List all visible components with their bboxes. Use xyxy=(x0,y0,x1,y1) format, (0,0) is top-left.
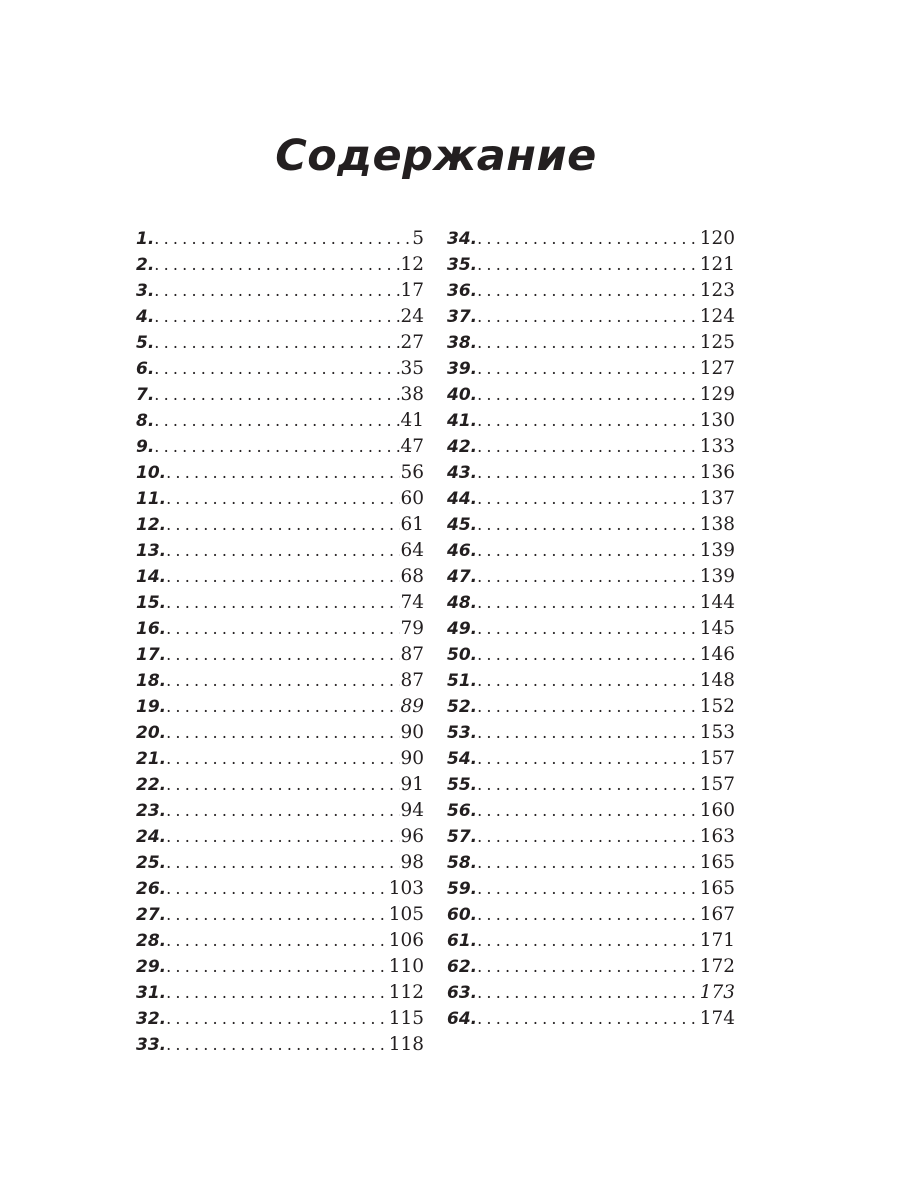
toc-entry-page: 105 xyxy=(388,904,424,925)
toc-entry-number: 54. xyxy=(447,749,478,769)
toc-dot-leader xyxy=(477,668,700,694)
toc-entry[interactable] xyxy=(136,356,424,382)
toc-entry-page: 174 xyxy=(699,1008,735,1029)
toc-entry[interactable] xyxy=(447,876,735,902)
toc-entry[interactable] xyxy=(136,746,424,772)
toc-entry-page: 106 xyxy=(388,930,424,951)
toc-entry-number: 58. xyxy=(447,853,478,873)
toc-entry[interactable] xyxy=(447,382,735,408)
toc-entry[interactable] xyxy=(447,512,735,538)
toc-entry-page: 35 xyxy=(400,358,424,379)
toc-entry[interactable] xyxy=(136,1006,424,1032)
toc-entry[interactable] xyxy=(447,928,735,954)
toc-entry[interactable] xyxy=(447,720,735,746)
toc-entry-number: 6. xyxy=(136,359,155,379)
toc-dot-leader xyxy=(477,642,700,668)
toc-dot-leader xyxy=(477,330,700,356)
toc-entry-page: 12 xyxy=(400,254,424,275)
page-title: Содержание xyxy=(275,131,597,181)
toc-entry-number: 12. xyxy=(136,515,167,535)
toc-entry-page: 87 xyxy=(400,644,424,665)
toc-entry-number: 28. xyxy=(136,931,167,951)
toc-entry-number: 43. xyxy=(447,463,478,483)
toc-entry[interactable] xyxy=(447,694,735,720)
toc-dot-leader xyxy=(166,980,389,1006)
toc-entry-number: 40. xyxy=(447,385,478,405)
toc-entry[interactable] xyxy=(136,408,424,434)
toc-entry[interactable] xyxy=(447,824,735,850)
toc-entry-number: 4. xyxy=(136,307,155,327)
toc-entry-page: 146 xyxy=(699,644,735,665)
toc-entry-page: 130 xyxy=(699,410,735,431)
toc-dot-leader xyxy=(166,590,400,616)
toc-entry[interactable] xyxy=(447,278,735,304)
toc-entry-page: 61 xyxy=(400,514,424,535)
toc-entry-page: 91 xyxy=(400,774,424,795)
toc-entry[interactable] xyxy=(447,304,735,330)
toc-entry-number: 27. xyxy=(136,905,167,925)
toc-entry[interactable] xyxy=(136,434,424,460)
toc-entry[interactable] xyxy=(447,798,735,824)
toc-entry-page: 112 xyxy=(388,982,424,1003)
toc-entry[interactable] xyxy=(447,616,735,642)
toc-entry-number: 9. xyxy=(136,437,155,457)
toc-entry-page: 121 xyxy=(699,254,735,275)
toc-entry-page: 96 xyxy=(400,826,424,847)
toc-dot-leader xyxy=(154,330,400,356)
toc-entry[interactable] xyxy=(447,746,735,772)
toc-entry-number: 64. xyxy=(447,1009,478,1029)
toc-column-right xyxy=(447,226,735,1032)
toc-entry[interactable] xyxy=(136,928,424,954)
toc-entry-number: 5. xyxy=(136,333,155,353)
toc-dot-leader xyxy=(477,564,700,590)
toc-entry[interactable] xyxy=(136,824,424,850)
toc-entry-number: 62. xyxy=(447,957,478,977)
toc-entry-page: 137 xyxy=(699,488,735,509)
toc-entry-page: 133 xyxy=(699,436,735,457)
toc-entry-page: 24 xyxy=(400,306,424,327)
toc-dot-leader xyxy=(477,876,700,902)
toc-dot-leader xyxy=(477,408,700,434)
toc-dot-leader xyxy=(477,590,700,616)
toc-dot-leader xyxy=(477,356,700,382)
toc-dot-leader xyxy=(477,902,700,928)
toc-entry-page: 115 xyxy=(388,1008,424,1029)
toc-dot-leader xyxy=(477,538,700,564)
toc-dot-leader xyxy=(477,798,700,824)
toc-entry-page: 124 xyxy=(699,306,735,327)
toc-entry-page: 165 xyxy=(699,852,735,873)
toc-entry[interactable] xyxy=(447,564,735,590)
toc-entry-page: 165 xyxy=(699,878,735,899)
toc-entry[interactable] xyxy=(136,330,424,356)
toc-entry-page: 129 xyxy=(699,384,735,405)
toc-entry[interactable] xyxy=(447,590,735,616)
toc-entry-number: 10. xyxy=(136,463,167,483)
toc-dot-leader xyxy=(166,460,400,486)
toc-dot-leader xyxy=(477,278,700,304)
toc-entry-number: 25. xyxy=(136,853,167,873)
toc-dot-leader xyxy=(477,980,700,1006)
toc-entry[interactable] xyxy=(136,252,424,278)
toc-entry-number: 63. xyxy=(447,983,478,1003)
toc-dot-leader xyxy=(166,486,400,512)
toc-entry[interactable] xyxy=(136,538,424,564)
toc-entry-number: 60. xyxy=(447,905,478,925)
toc-entry-number: 39. xyxy=(447,359,478,379)
toc-entry-number: 59. xyxy=(447,879,478,899)
toc-entry[interactable] xyxy=(136,720,424,746)
toc-entry-page: 127 xyxy=(699,358,735,379)
toc-entry-number: 36. xyxy=(447,281,478,301)
toc-entry-page: 103 xyxy=(388,878,424,899)
toc-dot-leader xyxy=(477,746,700,772)
toc-entry[interactable] xyxy=(136,954,424,980)
toc-dot-leader xyxy=(166,564,400,590)
toc-entry-page: 41 xyxy=(400,410,424,431)
toc-dot-leader xyxy=(166,824,400,850)
toc-entry-page: 74 xyxy=(400,592,424,613)
toc-entry[interactable] xyxy=(136,694,424,720)
toc-entry-page: 123 xyxy=(699,280,735,301)
toc-dot-leader xyxy=(477,1006,700,1032)
toc-entry-number: 7. xyxy=(136,385,155,405)
toc-dot-leader xyxy=(154,226,412,252)
toc-dot-leader xyxy=(477,512,700,538)
toc-entry[interactable] xyxy=(447,486,735,512)
toc-entry-page: 118 xyxy=(388,1034,424,1055)
toc-entry[interactable] xyxy=(136,226,424,252)
toc-dot-leader xyxy=(166,772,400,798)
toc-entry[interactable] xyxy=(447,356,735,382)
toc-entry-page: 138 xyxy=(699,514,735,535)
toc-entry-number: 2. xyxy=(136,255,155,275)
toc-dot-leader xyxy=(166,694,400,720)
toc-entry-page: 87 xyxy=(400,670,424,691)
toc-dot-leader xyxy=(477,720,700,746)
toc-entry-page: 17 xyxy=(400,280,424,301)
toc-entry[interactable] xyxy=(136,512,424,538)
toc-entry-page: 160 xyxy=(699,800,735,821)
toc-entry-number: 11. xyxy=(136,489,167,509)
toc-entry[interactable] xyxy=(136,1032,424,1058)
toc-entry[interactable] xyxy=(136,590,424,616)
toc-dot-leader xyxy=(477,954,700,980)
toc-entry[interactable] xyxy=(136,642,424,668)
toc-entry[interactable] xyxy=(447,902,735,928)
toc-entry[interactable] xyxy=(136,850,424,876)
toc-entry-number: 44. xyxy=(447,489,478,509)
toc-entry-number: 32. xyxy=(136,1009,167,1029)
toc-dot-leader xyxy=(154,252,400,278)
toc-entry-number: 13. xyxy=(136,541,167,561)
toc-dot-leader xyxy=(166,850,400,876)
toc-dot-leader xyxy=(154,278,400,304)
toc-entry-number: 33. xyxy=(136,1035,167,1055)
toc-entry-number: 45. xyxy=(447,515,478,535)
toc-entry[interactable] xyxy=(136,772,424,798)
toc-entry-number: 20. xyxy=(136,723,167,743)
toc-entry-page: 157 xyxy=(699,748,735,769)
toc-dot-leader xyxy=(477,226,700,252)
toc-entry-page: 38 xyxy=(400,384,424,405)
toc-entry[interactable] xyxy=(447,980,735,1006)
toc-entry[interactable] xyxy=(447,252,735,278)
toc-entry-number: 46. xyxy=(447,541,478,561)
toc-entry-number: 55. xyxy=(447,775,478,795)
toc-entry-number: 23. xyxy=(136,801,167,821)
toc-dot-leader xyxy=(477,928,700,954)
toc-entry-page: 98 xyxy=(400,852,424,873)
toc-entry[interactable] xyxy=(447,668,735,694)
toc-dot-leader xyxy=(154,304,400,330)
toc-dot-leader xyxy=(154,434,400,460)
toc-dot-leader xyxy=(166,538,400,564)
toc-entry-page: 148 xyxy=(699,670,735,691)
toc-entry-page: 90 xyxy=(400,748,424,769)
toc-entry[interactable] xyxy=(447,850,735,876)
toc-dot-leader xyxy=(477,460,700,486)
toc-entry-page: 79 xyxy=(400,618,424,639)
toc-entry[interactable] xyxy=(447,642,735,668)
toc-dot-leader xyxy=(477,694,700,720)
toc-entry[interactable] xyxy=(136,616,424,642)
toc-dot-leader xyxy=(477,824,700,850)
toc-entry-page: 163 xyxy=(699,826,735,847)
toc-entry[interactable] xyxy=(447,772,735,798)
toc-dot-leader xyxy=(154,382,400,408)
toc-entry-number: 57. xyxy=(447,827,478,847)
toc-entry-number: 31. xyxy=(136,983,167,1003)
toc-entry-number: 16. xyxy=(136,619,167,639)
toc-entry-number: 38. xyxy=(447,333,478,353)
toc-entry[interactable] xyxy=(447,434,735,460)
toc-entry-number: 51. xyxy=(447,671,478,691)
toc-entry[interactable] xyxy=(136,876,424,902)
toc-entry-page: 110 xyxy=(388,956,424,977)
toc-dot-leader xyxy=(477,252,700,278)
toc-entry-number: 56. xyxy=(447,801,478,821)
toc-dot-leader xyxy=(166,798,400,824)
toc-entry-number: 29. xyxy=(136,957,167,977)
toc-entry-page: 171 xyxy=(699,930,735,951)
toc-entry-page: 167 xyxy=(699,904,735,925)
toc-entry-page: 27 xyxy=(400,332,424,353)
toc-entry-page: 68 xyxy=(400,566,424,587)
toc-entry[interactable] xyxy=(447,408,735,434)
toc-entry-page: 153 xyxy=(699,722,735,743)
toc-entry[interactable] xyxy=(136,980,424,1006)
toc-entry-number: 26. xyxy=(136,879,167,899)
toc-entry-number: 22. xyxy=(136,775,167,795)
toc-entry-number: 37. xyxy=(447,307,478,327)
toc-dot-leader xyxy=(477,304,700,330)
toc-dot-leader xyxy=(166,720,400,746)
toc-entry[interactable] xyxy=(447,1006,735,1032)
toc-column-left xyxy=(136,226,424,1058)
toc-entry-number: 50. xyxy=(447,645,478,665)
toc-entry-page: 152 xyxy=(699,696,735,717)
toc-entry[interactable] xyxy=(447,330,735,356)
toc-entry-page: 47 xyxy=(400,436,424,457)
toc-dot-leader xyxy=(166,876,389,902)
toc-entry-number: 48. xyxy=(447,593,478,613)
toc-entry-page: 60 xyxy=(400,488,424,509)
toc-entry-number: 15. xyxy=(136,593,167,613)
toc-dot-leader xyxy=(477,434,700,460)
toc-entry[interactable] xyxy=(136,486,424,512)
toc-entry[interactable] xyxy=(447,538,735,564)
toc-dot-leader xyxy=(477,486,700,512)
toc-dot-leader xyxy=(166,746,400,772)
toc-entry-number: 1. xyxy=(136,229,155,249)
toc-entry[interactable] xyxy=(447,460,735,486)
toc-entry[interactable] xyxy=(447,954,735,980)
toc-entry-page: 145 xyxy=(699,618,735,639)
toc-entry-page: 89 xyxy=(400,696,424,717)
toc-dot-leader xyxy=(166,668,400,694)
toc-entry-page: 5 xyxy=(412,228,424,249)
toc-dot-leader xyxy=(166,928,389,954)
toc-entry-number: 14. xyxy=(136,567,167,587)
toc-entry-number: 18. xyxy=(136,671,167,691)
toc-entry-number: 49. xyxy=(447,619,478,639)
toc-entry-number: 24. xyxy=(136,827,167,847)
toc-dot-leader xyxy=(166,902,389,928)
toc-dot-leader xyxy=(166,1006,389,1032)
toc-entry-page: 90 xyxy=(400,722,424,743)
toc-dot-leader xyxy=(477,772,700,798)
toc-entry[interactable] xyxy=(447,226,735,252)
toc-entry-page: 120 xyxy=(699,228,735,249)
toc-entry-page: 136 xyxy=(699,462,735,483)
toc-entry[interactable] xyxy=(136,460,424,486)
toc-entry[interactable] xyxy=(136,304,424,330)
toc-entry[interactable] xyxy=(136,798,424,824)
toc-entry-page: 56 xyxy=(400,462,424,483)
toc-entry[interactable] xyxy=(136,564,424,590)
toc-dot-leader xyxy=(477,616,700,642)
toc-dot-leader xyxy=(166,616,400,642)
toc-entry-number: 34. xyxy=(447,229,478,249)
toc-dot-leader xyxy=(166,512,400,538)
toc-entry-page: 173 xyxy=(699,982,735,1003)
toc-entry-number: 3. xyxy=(136,281,155,301)
toc-entry[interactable] xyxy=(136,668,424,694)
toc-dot-leader xyxy=(154,356,400,382)
toc-entry-number: 47. xyxy=(447,567,478,587)
toc-entry-number: 61. xyxy=(447,931,478,951)
toc-entry-page: 144 xyxy=(699,592,735,613)
toc-entry-number: 19. xyxy=(136,697,167,717)
toc-entry-number: 17. xyxy=(136,645,167,665)
toc-entry-number: 41. xyxy=(447,411,478,431)
toc-entry-page: 64 xyxy=(400,540,424,561)
toc-entry[interactable] xyxy=(136,278,424,304)
toc-dot-leader xyxy=(166,1032,389,1058)
toc-entry[interactable] xyxy=(136,382,424,408)
toc-entry-page: 139 xyxy=(699,566,735,587)
toc-entry[interactable] xyxy=(136,902,424,928)
toc-dot-leader xyxy=(477,850,700,876)
toc-dot-leader xyxy=(166,642,400,668)
toc-entry-page: 94 xyxy=(400,800,424,821)
toc-entry-number: 21. xyxy=(136,749,167,769)
toc-entry-number: 35. xyxy=(447,255,478,275)
toc-entry-page: 139 xyxy=(699,540,735,561)
toc-dot-leader xyxy=(154,408,400,434)
toc-entry-page: 172 xyxy=(699,956,735,977)
toc-entry-number: 8. xyxy=(136,411,155,431)
toc-dot-leader xyxy=(166,954,389,980)
toc-dot-leader xyxy=(477,382,700,408)
toc-entry-number: 52. xyxy=(447,697,478,717)
toc-entry-number: 42. xyxy=(447,437,478,457)
toc-entry-page: 157 xyxy=(699,774,735,795)
toc-entry-page: 125 xyxy=(699,332,735,353)
toc-entry-number: 53. xyxy=(447,723,478,743)
